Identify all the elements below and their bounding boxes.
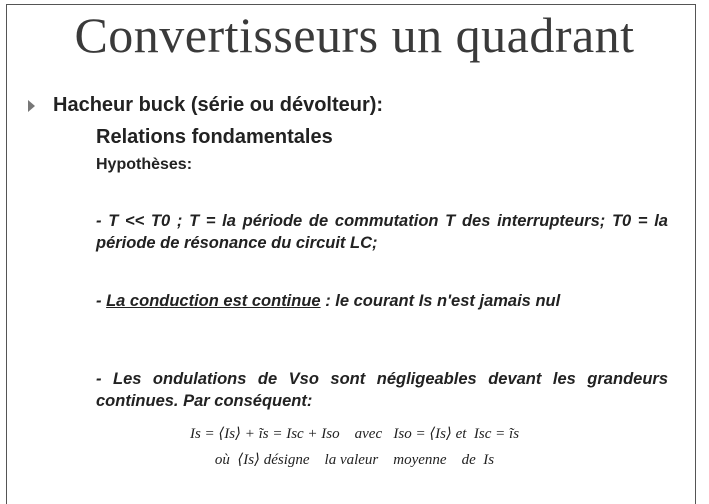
paragraph-period: - T << T0 ; T = la période de commutation T des interrupteurs; T0 = la période de résonance du circuit LC; [96,212,668,252]
slide-title: Convertisseurs un quadrant [74,7,635,63]
subheading: Relations fondamentales [96,126,333,148]
paragraph-suffix: : le courant Is n'est jamais nul [320,292,561,310]
bullet-item [28,94,383,117]
paragraph-underlined: La conduction est continue [106,292,321,310]
paragraph-ondulations: - Les ondulations de Vso sont négligeables devant les grandeurs continues. Par conséquent: [96,370,668,410]
triangle-bullet-icon [28,100,35,112]
hypotheses-label: Hypothèses: [96,156,193,173]
formula-definition: où ⟨Is⟩ désigne la valeur moyenne de Is [214,452,495,468]
formula-is: Is = ⟨Is⟩ + ĩs = Isc + Iso avec Iso = ⟨Is⟩ et Isc = ĩs [189,426,520,442]
paragraph-prefix: - [96,292,107,310]
paragraph-conduction [96,290,668,312]
bullet-text: Hacheur buck (série ou dévolteur): [53,94,384,116]
